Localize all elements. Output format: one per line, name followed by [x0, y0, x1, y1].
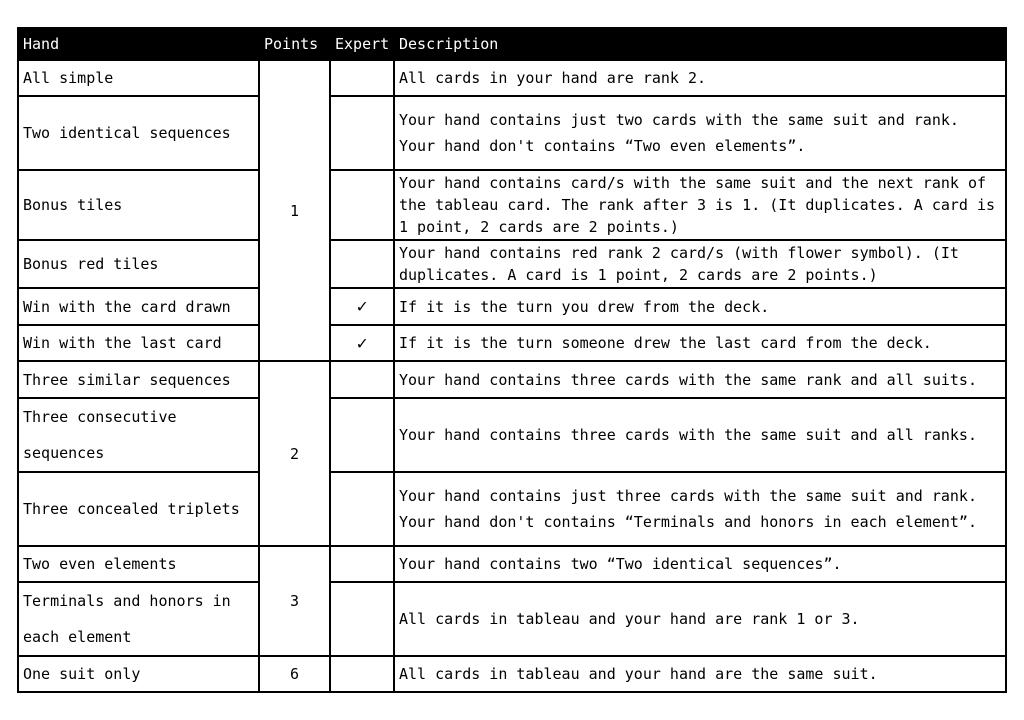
hand-name: Win with the card drawn	[18, 288, 259, 325]
hand-name: All simple	[18, 60, 259, 96]
hand-name: Three consecutive sequences	[18, 398, 259, 472]
hand-name: Two even elements	[18, 546, 259, 582]
hand-name: Bonus red tiles	[18, 240, 259, 288]
table-row	[18, 240, 1006, 288]
table-row	[18, 582, 1006, 656]
table-row	[18, 546, 1006, 582]
table-row	[18, 398, 1006, 472]
table-row	[18, 656, 1006, 692]
table-row	[18, 472, 1006, 546]
expert-mark	[330, 96, 394, 170]
hand-name: Three concealed triplets	[18, 472, 259, 546]
expert-mark	[330, 240, 394, 288]
hand-name: Two identical sequences	[18, 96, 259, 170]
expert-mark	[330, 582, 394, 656]
hand-name: Bonus tiles	[18, 170, 259, 240]
scoring-table	[17, 27, 1007, 693]
table-row	[18, 170, 1006, 240]
table-row	[18, 288, 1006, 325]
hand-description: Your hand contains three cards with the same rank and all suits.	[394, 361, 1006, 398]
hand-description: Your hand contains just two cards with the same suit and rank. Your hand don't contains “Two even elements”.	[394, 96, 1006, 170]
table-row	[18, 325, 1006, 361]
expert-mark	[330, 170, 394, 240]
points-value: 6	[259, 656, 330, 692]
hand-description: Your hand contains red rank 2 card/s (with flower symbol). (It duplicates. A card is 1 point, 2 cards are 2 points.)	[394, 240, 1006, 288]
header-row	[18, 28, 1006, 60]
table-row	[18, 361, 1006, 398]
checkmark-icon: ✓	[330, 288, 394, 325]
hand-description: If it is the turn you drew from the deck.	[394, 288, 1006, 325]
table-row	[18, 96, 1006, 170]
points-value: 3	[259, 546, 330, 656]
expert-mark	[330, 398, 394, 472]
header-hand: Hand	[18, 28, 259, 60]
hand-name: One suit only	[18, 656, 259, 692]
hand-description: All cards in your hand are rank 2.	[394, 60, 1006, 96]
hand-description: If it is the turn someone drew the last card from the deck.	[394, 325, 1006, 361]
hand-description: Your hand contains card/s with the same suit and the next rank of the tableau card. The rank after 3 is 1. (It duplicates. A card is 1 point, 2 cards are 2 points.)	[394, 170, 1006, 240]
hand-description: Your hand contains two “Two identical sequences”.	[394, 546, 1006, 582]
hand-name: Terminals and honors in each element	[18, 582, 259, 656]
points-value: 1	[259, 60, 330, 361]
expert-mark	[330, 361, 394, 398]
hand-description: All cards in tableau and your hand are rank 1 or 3.	[394, 582, 1006, 656]
table-row	[18, 60, 1006, 96]
expert-mark	[330, 546, 394, 582]
hand-description: Your hand contains three cards with the same suit and all ranks.	[394, 398, 1006, 472]
hand-name: Win with the last card	[18, 325, 259, 361]
hand-name: Three similar sequences	[18, 361, 259, 398]
expert-mark	[330, 472, 394, 546]
hand-description: Your hand contains just three cards with the same suit and rank. Your hand don't contains “Terminals and honors in each element”.	[394, 472, 1006, 546]
hand-description: All cards in tableau and your hand are the same suit.	[394, 656, 1006, 692]
header-description: Description	[394, 28, 1006, 60]
header-expert: Expert	[330, 28, 394, 60]
expert-mark	[330, 60, 394, 96]
expert-mark	[330, 656, 394, 692]
points-value: 2	[259, 361, 330, 546]
checkmark-icon: ✓	[330, 325, 394, 361]
header-points: Points	[259, 28, 330, 60]
